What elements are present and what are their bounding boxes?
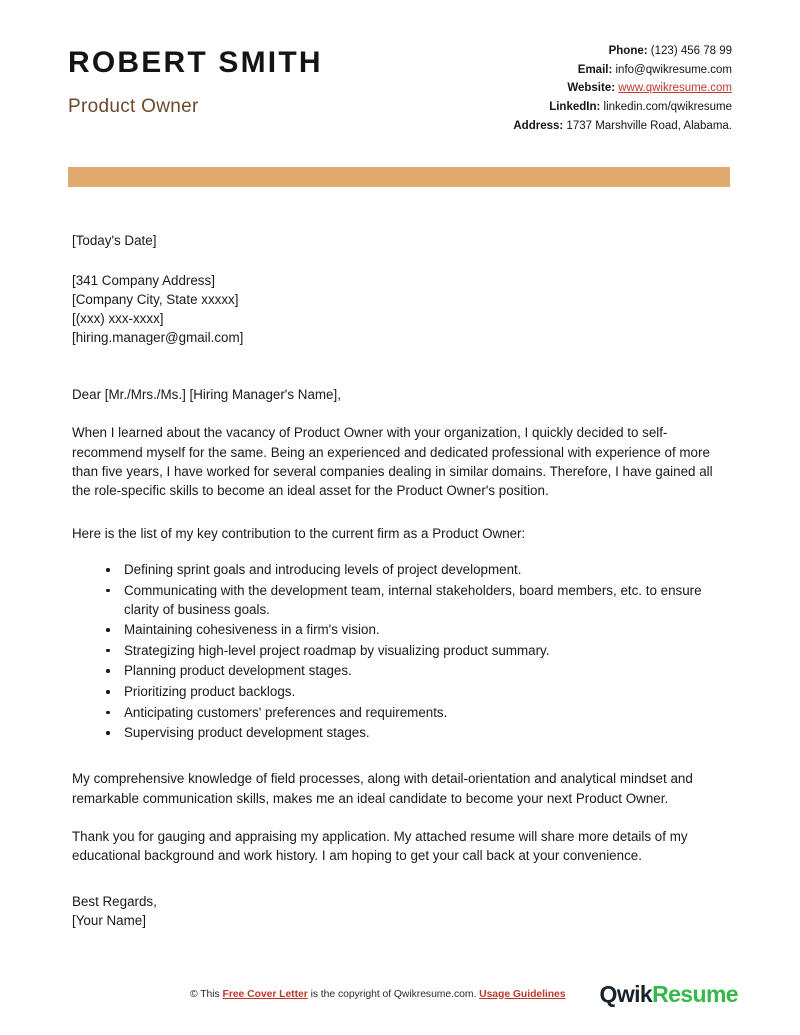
- header-divider-bar: [68, 167, 730, 187]
- contact-value-linkedin: linkedin.com/qwikresume: [603, 100, 732, 113]
- contact-label-website: Website:: [567, 82, 616, 95]
- letter-salutation: Dear [Mr./Mrs./Ms.] [Hiring Manager's Name],: [72, 386, 341, 402]
- document-header: [0, 0, 800, 135]
- qwikresume-logo[interactable]: [599, 980, 738, 1007]
- letter-signature-name: [Your Name]: [72, 912, 146, 928]
- contact-value-website-link[interactable]: www.qwikresume.com: [618, 82, 732, 95]
- list-item: Strategizing high-level project roadmap by visualizing product summary.: [124, 641, 730, 660]
- header-identity: [68, 40, 323, 118]
- list-item: Supervising product development stages.: [124, 723, 730, 742]
- contact-row-address: [513, 117, 732, 136]
- footer-text-middle: is the copyright of Qwikresume.com.: [307, 988, 480, 1000]
- contact-value-phone: (123) 456 78 99: [650, 45, 732, 57]
- letter-paragraph-3: Thank you for gauging and appraising my application. My attached resume will share more details of my educational background and work history. I am hoping to get your call back at your convenience.: [72, 828, 688, 864]
- contact-row-linkedin: [513, 98, 732, 117]
- letter-body: [0, 231, 800, 930]
- contact-label-email: Email:: [577, 63, 613, 76]
- usage-guidelines-link[interactable]: Usage Guidelines: [479, 988, 566, 1000]
- logo-text-resume: Resume: [652, 980, 738, 1007]
- list-item: Defining sprint goals and introducing levels of project development.: [124, 560, 730, 579]
- contact-row-phone: [513, 42, 732, 61]
- list-item: Prioritizing product backlogs.: [124, 682, 730, 701]
- contact-label-address: Address:: [513, 119, 564, 132]
- contact-details-block: [513, 40, 732, 135]
- contributions-list: [72, 560, 730, 742]
- letter-list-intro: Here is the list of my key contribution to the current firm as a Product Owner:: [72, 525, 526, 541]
- logo-text-qwik: Qwik: [599, 980, 653, 1007]
- recipient-line-city: [Company City, State xxxxx]: [72, 291, 239, 307]
- contact-label-linkedin: LinkedIn:: [549, 100, 601, 113]
- letter-signoff: Best Regards,: [72, 893, 157, 909]
- applicant-name: ROBERT SMITH: [68, 46, 323, 79]
- list-item: Planning product development stages.: [124, 661, 730, 680]
- recipient-line-street: [341 Company Address]: [72, 272, 215, 288]
- recipient-line-email: [hiring.manager@gmail.com]: [72, 329, 244, 345]
- footer-copyright-text: [190, 989, 566, 1000]
- recipient-line-phone: [(xxx) xxx-xxxx]: [72, 310, 164, 326]
- applicant-job-title: Product Owner: [68, 96, 199, 117]
- letter-signoff-block: [72, 892, 730, 930]
- contact-value-address: 1737 Marshville Road, Alabama.: [566, 119, 732, 132]
- letter-paragraph-1: When I learned about the vacancy of Product Owner with your organization, I quickly decided to self-recommend myself for the same. Being an experienced and dedicated professional with experience of more than five years, I have worked for several companies dealing in similar domains. Therefore, I have gained all the role-specific skills to become an ideal asset for the Product Owner's position.: [72, 425, 713, 499]
- list-item: Communicating with the development team, internal stakeholders, board members, etc. to ensure clarity of business goals.: [124, 581, 730, 619]
- footer-text-before: This: [197, 988, 223, 1000]
- contact-label-phone: Phone:: [608, 45, 648, 57]
- copyright-symbol: ©: [190, 988, 198, 1000]
- list-item: Anticipating customers' preferences and requirements.: [124, 703, 730, 722]
- list-item: Maintaining cohesiveness in a firm's vision.: [124, 620, 730, 639]
- contact-value-email: info@qwikresume.com: [615, 63, 732, 76]
- contact-row-website: [513, 79, 732, 98]
- recipient-address-block: [72, 271, 730, 347]
- contact-row-email: [513, 61, 732, 80]
- document-footer: [0, 971, 800, 1017]
- free-cover-letter-link[interactable]: Free Cover Letter: [222, 988, 308, 1000]
- letter-paragraph-2: My comprehensive knowledge of field processes, along with detail-orientation and analytical mindset and remarkable communication skills, makes me an ideal candidate to become your next Product Owner.: [72, 771, 693, 806]
- letter-date: [Today's Date]: [72, 233, 157, 249]
